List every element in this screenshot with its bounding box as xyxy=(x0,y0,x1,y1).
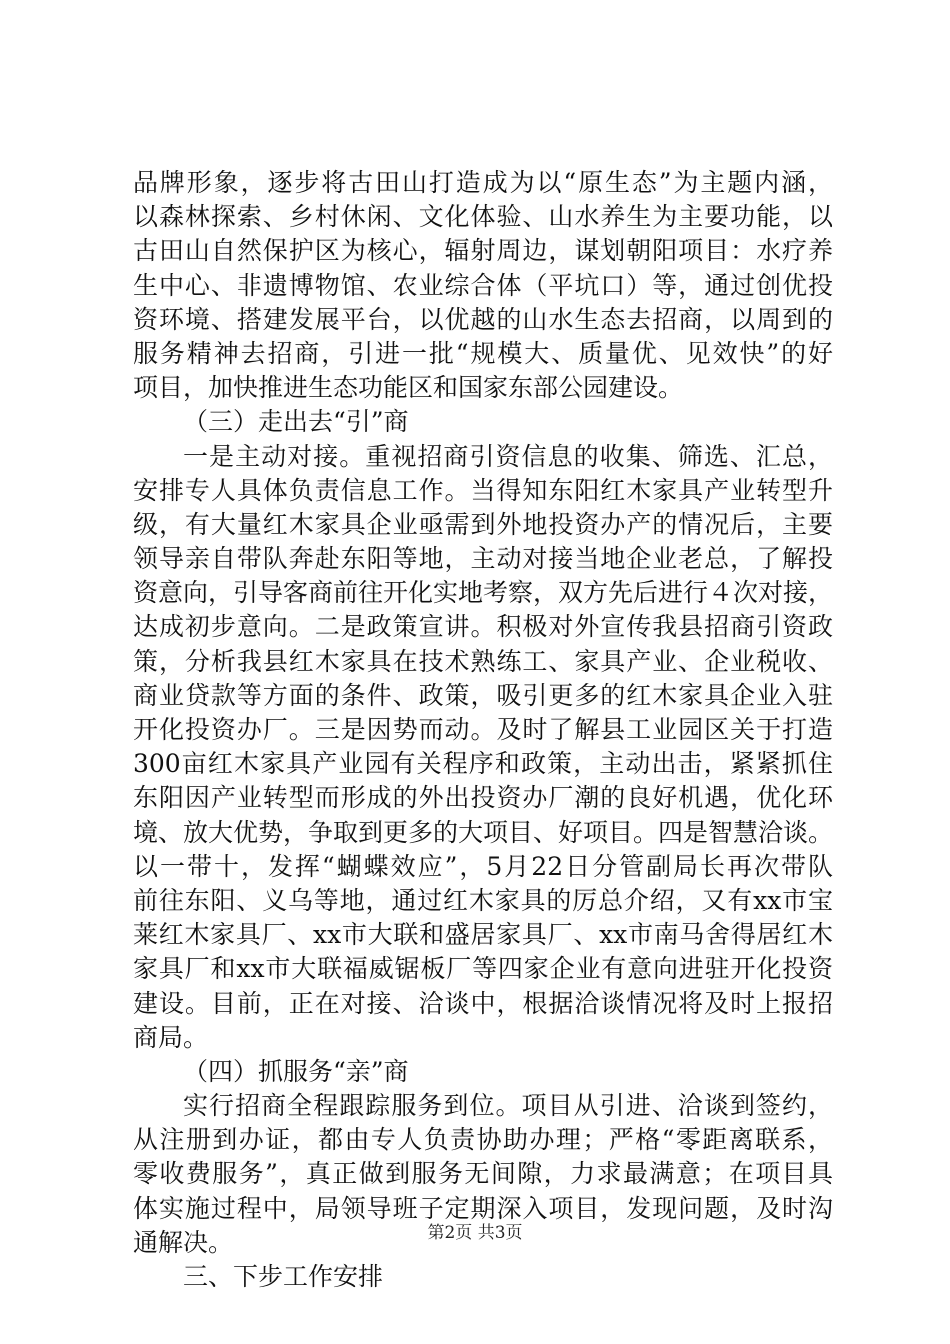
text-line: 开化投资办厂。三是因势而动。及时了解县工业园区关于打造 xyxy=(133,715,833,744)
text-line: 实行招商全程跟踪服务到位。项目从引进、洽谈到签约， xyxy=(183,1091,833,1121)
text-line: 生中心、非遗博物馆、农业综合体（平坑口）等，通过创优投 xyxy=(133,270,833,300)
text-line: 资意向，引导客商前往开化实地考察，双方先后进行４次对接， xyxy=(133,578,834,608)
text-line: 商局。 xyxy=(133,1022,209,1052)
text-line: 东阳因产业转型而形成的外出投资办厂潮的良好机遇，优化环 xyxy=(133,783,833,813)
text-line: 资环境、搭建发展平台，以优越的山水生态去招商，以周到的 xyxy=(133,304,833,334)
text-line: 商业贷款等方面的条件、政策，吸引更多的红木家具企业入驻 xyxy=(133,680,833,710)
text-line: 级，有大量红木家具企业亟需到外地投资办产的情况后，主要 xyxy=(133,509,833,539)
text-line: 项目，加快推进生态功能区和国家东部公园建设。 xyxy=(133,373,684,403)
text-line: 家具厂和xx市大联福威锯板厂等四家企业有意向进驻开化投资 xyxy=(133,954,833,984)
text-line: 通解决。 xyxy=(133,1227,234,1257)
text-line: 莱红木家具厂、xx市大联和盛居家具厂、xx市南马舍得居红木 xyxy=(133,920,833,950)
text-line: 达成初步意向。二是政策宣讲。积极对外宣传我县招商引资政 xyxy=(133,612,833,642)
text-line: 古田山自然保护区为核心，辐射周边，谋划朝阳项目：水疗养 xyxy=(133,236,833,266)
text-line: 300亩红木家具产业园有关程序和政策，主动出击，紧紧抓住 xyxy=(133,749,833,779)
text-line: 服务精神去招商，引进一批“规模大、质量优、见效快”的好 xyxy=(133,338,833,368)
text-line: 建设。目前，正在对接、洽谈中，根据洽谈情况将及时上报招 xyxy=(133,988,833,1018)
text-line: 体实施过程中，局领导班子定期深入项目，发现问题，及时沟 xyxy=(133,1193,833,1223)
text-line: 安排专人具体负责信息工作。当得知东阳红木家具产业转型升 xyxy=(133,475,833,505)
text-line: （四）抓服务“亲”商 xyxy=(183,1056,409,1086)
text-line: 三、下步工作安排 xyxy=(183,1262,384,1291)
text-line: 境、放大优势，争取到更多的大项目、好项目。四是智慧洽谈。 xyxy=(133,817,834,847)
document-body xyxy=(133,166,833,1294)
text-line: 策，分析我县红木家具在技术熟练工、家具产业、企业税收、 xyxy=(133,646,833,676)
text-line: 零收费服务”，真正做到服务无间隙，力求最满意；在项目具 xyxy=(133,1159,833,1189)
page-footer: 第2页 共3页 xyxy=(427,1223,523,1243)
text-line: （三）走出去“引”商 xyxy=(183,407,409,437)
text-line: 前往东阳、义乌等地，通过红木家具的厉总介绍，又有xx市宝 xyxy=(133,885,833,915)
text-line: 从注册到办证，都由专人负责协助办理；严格“零距离联系， xyxy=(133,1125,833,1155)
text-line: 一是主动对接。重视招商引资信息的收集、筛选、汇总， xyxy=(183,441,833,471)
text-line: 领导亲自带队奔赴东阳等地，主动对接当地企业老总，了解投 xyxy=(133,544,833,574)
text-line: 以一带十，发挥“蝴蝶效应”，5月22日分管副局长再次带队 xyxy=(133,851,833,881)
text-line: 以森林探索、乡村休闲、文化体验、山水养生为主要功能，以 xyxy=(133,202,833,232)
text-line: 品牌形象，逐步将古田山打造成为以“原生态”为主题内涵， xyxy=(133,168,833,197)
